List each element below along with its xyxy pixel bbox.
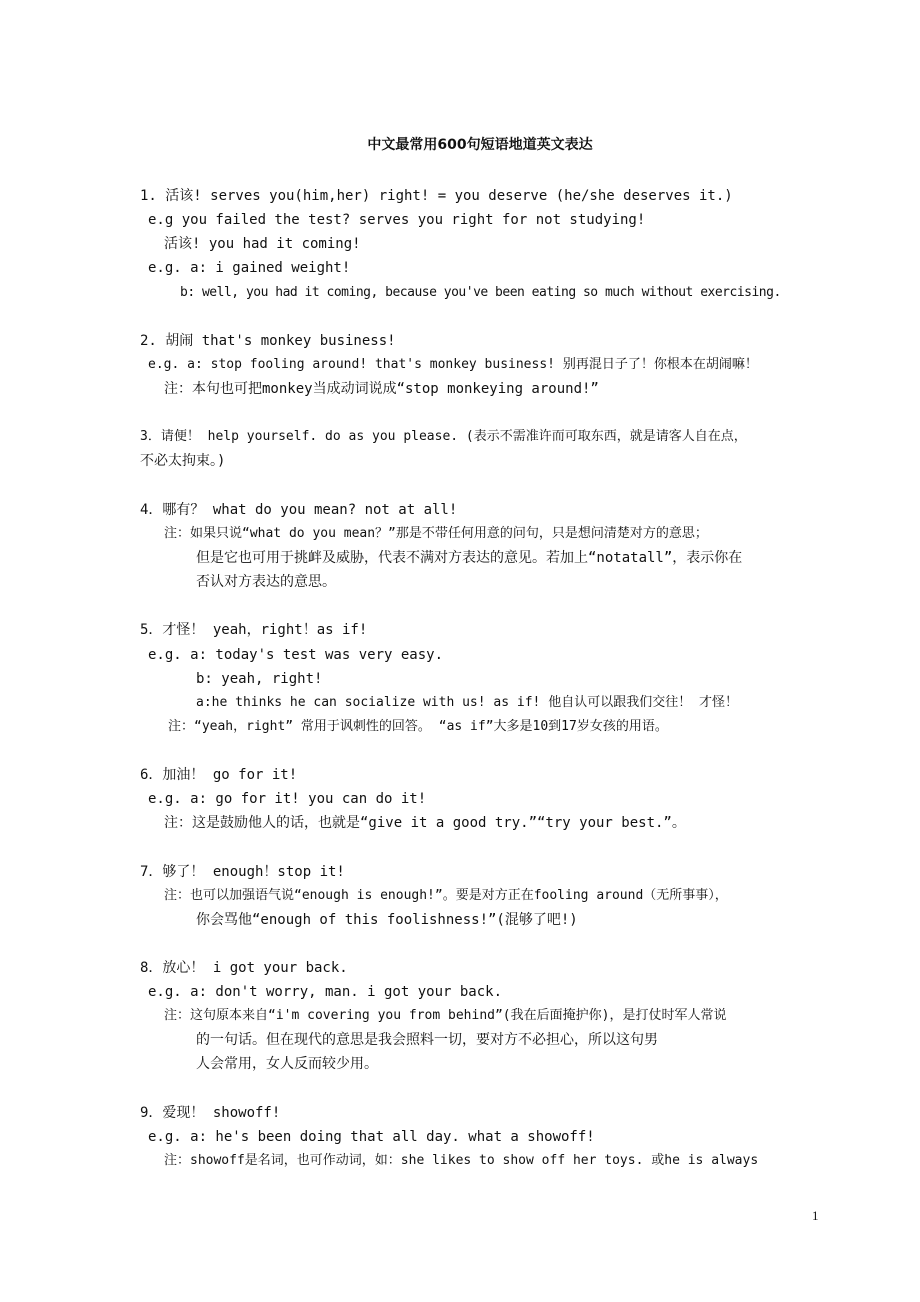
- text-line: 否认对方表达的意思。: [196, 574, 336, 590]
- text-line: 6．加油！ go for it!: [140, 767, 298, 783]
- text-line: 活该! you had it coming!: [164, 236, 361, 252]
- text-line: 7．够了！ enough！stop it!: [140, 864, 345, 880]
- text-line: e.g. a: he's been doing that all day. what a showoff!: [148, 1129, 595, 1145]
- text-line: 5．才怪！ yeah，right！as if!: [140, 622, 368, 638]
- text-line: e.g. a: today's test was very easy.: [148, 647, 444, 663]
- page-title: 中文最常用600句短语地道英文表达: [367, 137, 593, 153]
- text-line: a:he thinks he can socialize with us! as if! 他自认可以跟我们交往！ 才怪！: [196, 695, 739, 710]
- text-line: 注：这是鼓励他人的话，也就是“give it a good try.”“try your best.”。: [164, 815, 686, 831]
- text-line: e.g. a: stop fooling around! that's monkey business! 别再混日子了！你根本在胡闹嘛！: [148, 357, 758, 372]
- text-line: e.g you failed the test? serves you right for not studying!: [148, 212, 646, 228]
- text-line: 不必太拘束。): [140, 453, 226, 469]
- page-number: 1: [812, 1208, 819, 1223]
- text-line: 注：本句也可把monkey当成动词说成“stop monkeying around!”: [164, 381, 599, 397]
- text-line: 注：“yeah，right” 常用于讽刺性的回答。 “as if”大多是10到17岁女孩的用语。: [168, 719, 668, 734]
- text-line: e.g. a: i gained weight!: [148, 260, 351, 276]
- text-line: e.g. a: don't worry, man. i got your back.: [148, 984, 503, 1000]
- text-line: 但是它也可用于挑衅及威胁，代表不满对方表达的意见。若加上“notatall”，表示你在: [196, 550, 743, 566]
- text-line: 注：showoff是名词，也可作动词，如：she likes to show off her toys. 或he is always: [164, 1153, 759, 1168]
- text-line: 人会常用，女人反而较少用。: [196, 1056, 378, 1072]
- text-line: 1. 活该! serves you(him,her) right! = you deserve (he/she deserves it.): [140, 188, 733, 204]
- text-line: 注：这句原本来自“i'm covering you from behind”(我在后面掩护你)，是打仗时军人常说: [164, 1008, 727, 1023]
- text-line: 9．爱现！ showoff!: [140, 1105, 281, 1121]
- text-line: 8．放心！ i got your back.: [140, 960, 348, 976]
- text-line: 4．哪有？ what do you mean? not at all!: [140, 502, 458, 518]
- text-line: 的一句话。但在现代的意思是我会照料一切，要对方不必担心，所以这句男: [196, 1032, 658, 1048]
- text-line: 注：也可以加强语气说“enough is enough!”。要是对方正在fooling around（无所事事），: [164, 888, 728, 903]
- text-line: 你会骂他“enough of this foolishness!”(混够了吧!): [196, 912, 578, 928]
- text-line: b: well, you had it coming, because you've been eating so much without exercising.: [180, 285, 781, 300]
- text-line: 2. 胡闹 that's monkey business!: [140, 333, 396, 349]
- text-line: 3．请便！ help yourself. do as you please. (表示不需准许而可取东西，就是请客人自在点，: [140, 429, 747, 444]
- text-line: b: yeah, right!: [196, 671, 323, 687]
- text-line: e.g. a: go for it! you can do it!: [148, 791, 427, 807]
- text-line: 注：如果只说“what do you mean？”那是不带任何用意的问句，只是想问清楚对方的意思；: [164, 526, 708, 541]
